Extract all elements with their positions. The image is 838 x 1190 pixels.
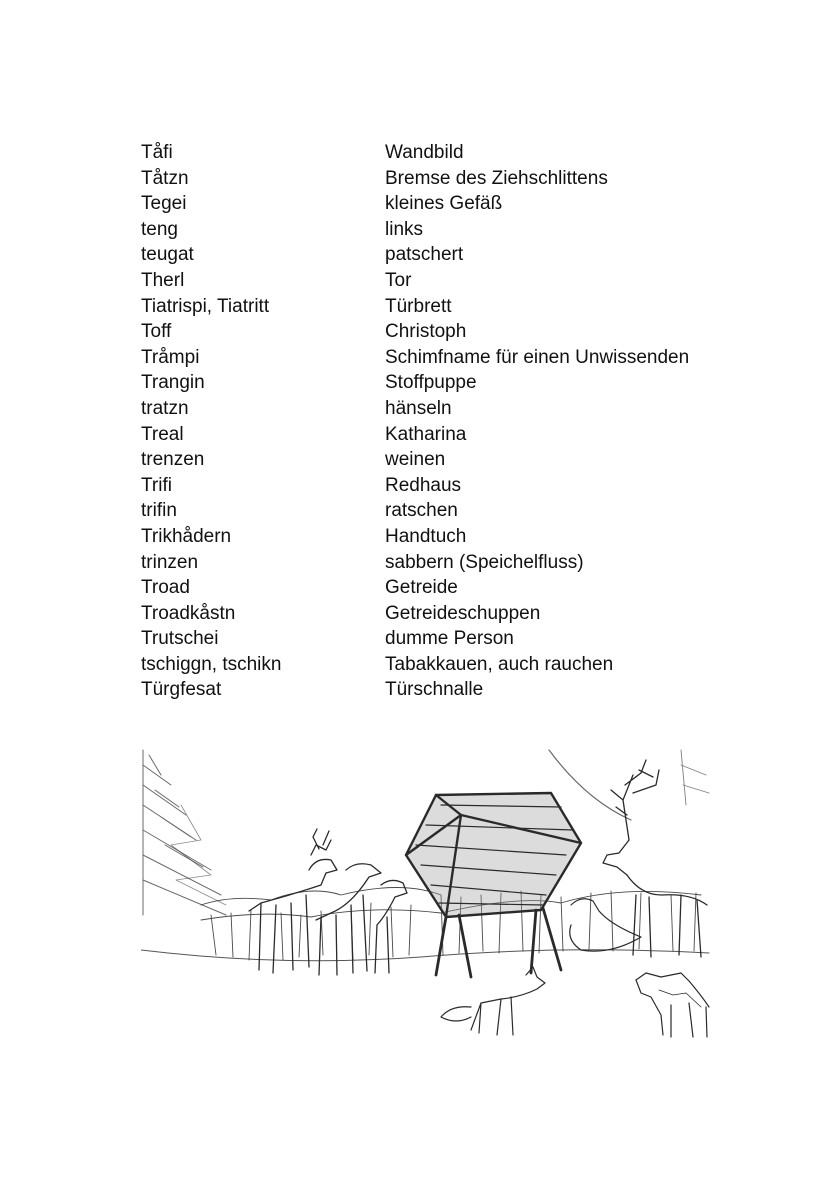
glossary-row: [141, 601, 741, 627]
glossary-meaning: Stoffpuppe: [385, 372, 477, 394]
glossary-meaning: Tor: [385, 269, 412, 291]
glossary-term: Tegei: [141, 193, 187, 215]
glossary-term: teugat: [141, 244, 194, 266]
lying-deer: [570, 899, 641, 951]
glossary-meaning: Christoph: [385, 321, 467, 343]
glossary-meaning: links: [385, 218, 424, 240]
wild-boar: [636, 973, 709, 1037]
glossary-meaning: ratschen: [385, 500, 458, 522]
glossary-term: Tåfi: [141, 142, 173, 163]
glossary-meaning: patschert: [385, 244, 464, 266]
glossary-meaning: Türschnalle: [385, 679, 484, 701]
glossary-row: [141, 447, 741, 473]
glossary-meaning: kleines Gefäß: [385, 193, 503, 215]
glossary-meaning: Wandbild: [385, 142, 464, 163]
glossary-term: Troadkåstn: [141, 602, 236, 624]
glossary-meaning: Türbrett: [385, 295, 452, 317]
glossary-meaning: weinen: [385, 449, 446, 471]
glossary-row: [141, 345, 741, 371]
glossary-meaning: Redhaus: [385, 474, 462, 496]
red-deer-stag: [603, 760, 707, 957]
glossary-term: Toff: [141, 321, 172, 343]
glossary-term: Troad: [141, 577, 190, 599]
glossary-meaning: hänseln: [385, 397, 452, 419]
glossary-term: Treal: [141, 423, 184, 445]
fir-tree-left-2: [171, 805, 226, 905]
glossary-row: [141, 422, 741, 448]
glossary-term: trinzen: [141, 551, 199, 573]
fox: [441, 967, 545, 1035]
glossary-meaning: Getreideschuppen: [385, 602, 541, 624]
glossary-row: [141, 677, 741, 703]
glossary-meaning: Tabakkauen, auch rauchen: [385, 653, 614, 675]
glossary-term: Trutschei: [141, 628, 219, 650]
glossary-meaning: Handtuch: [385, 525, 467, 547]
glossary-row: [141, 550, 741, 576]
glossary-row: [141, 242, 741, 268]
glossary-row: [141, 319, 741, 345]
glossary-row: [141, 191, 741, 217]
glossary-meaning: Bremse des Ziehschlittens: [385, 167, 608, 189]
glossary-term: tschiggn, tschikn: [141, 653, 282, 675]
roe-deer-group: [249, 829, 407, 975]
glossary-term: teng: [141, 218, 178, 240]
glossary-meaning: Schimfname für einen Unwissenden: [385, 346, 690, 368]
glossary-row: [141, 575, 741, 601]
glossary-meaning: dumme Person: [385, 628, 514, 650]
ground-line: [141, 950, 709, 961]
glossary-row: [141, 268, 741, 294]
glossary-row: [141, 524, 741, 550]
glossary-term: tratzn: [141, 397, 189, 419]
glossary-row: [141, 217, 741, 243]
glossary-term: trenzen: [141, 449, 205, 471]
glossary-term: Tiatrispi, Tiatritt: [141, 295, 270, 317]
winter-feeding-rack-drawing: [141, 745, 711, 1045]
glossary-term: Trikhådern: [141, 525, 232, 547]
glossary-row: [141, 498, 741, 524]
glossary-term: Therl: [141, 269, 185, 291]
glossary-row: [141, 370, 741, 396]
glossary-row: [141, 626, 741, 652]
glossary-meaning: sabbern (Speichelfluss): [385, 551, 584, 573]
glossary-term: Trifi: [141, 474, 172, 496]
glossary-row: [141, 294, 741, 320]
glossary-row: [141, 473, 741, 499]
pencil-sketch: [141, 745, 711, 1045]
glossary-term: Türgfesat: [141, 679, 222, 701]
glossary-term: Trangin: [141, 372, 205, 394]
glossary-row: [141, 166, 741, 192]
glossary-meaning: Getreide: [385, 577, 458, 599]
glossary-row: [141, 652, 741, 678]
glossary-term: Tåtzn: [141, 167, 189, 189]
glossary-meaning: Katharina: [385, 423, 467, 445]
fir-tree-left: [143, 750, 226, 915]
hay-rack: [406, 793, 581, 977]
glossary-row: [141, 140, 741, 166]
glossary-term: trifin: [141, 500, 177, 522]
glossary-term: Tråmpi: [141, 346, 200, 368]
tree-right: [681, 750, 709, 805]
glossary-row: [141, 396, 741, 422]
glossary-table: [141, 140, 741, 703]
